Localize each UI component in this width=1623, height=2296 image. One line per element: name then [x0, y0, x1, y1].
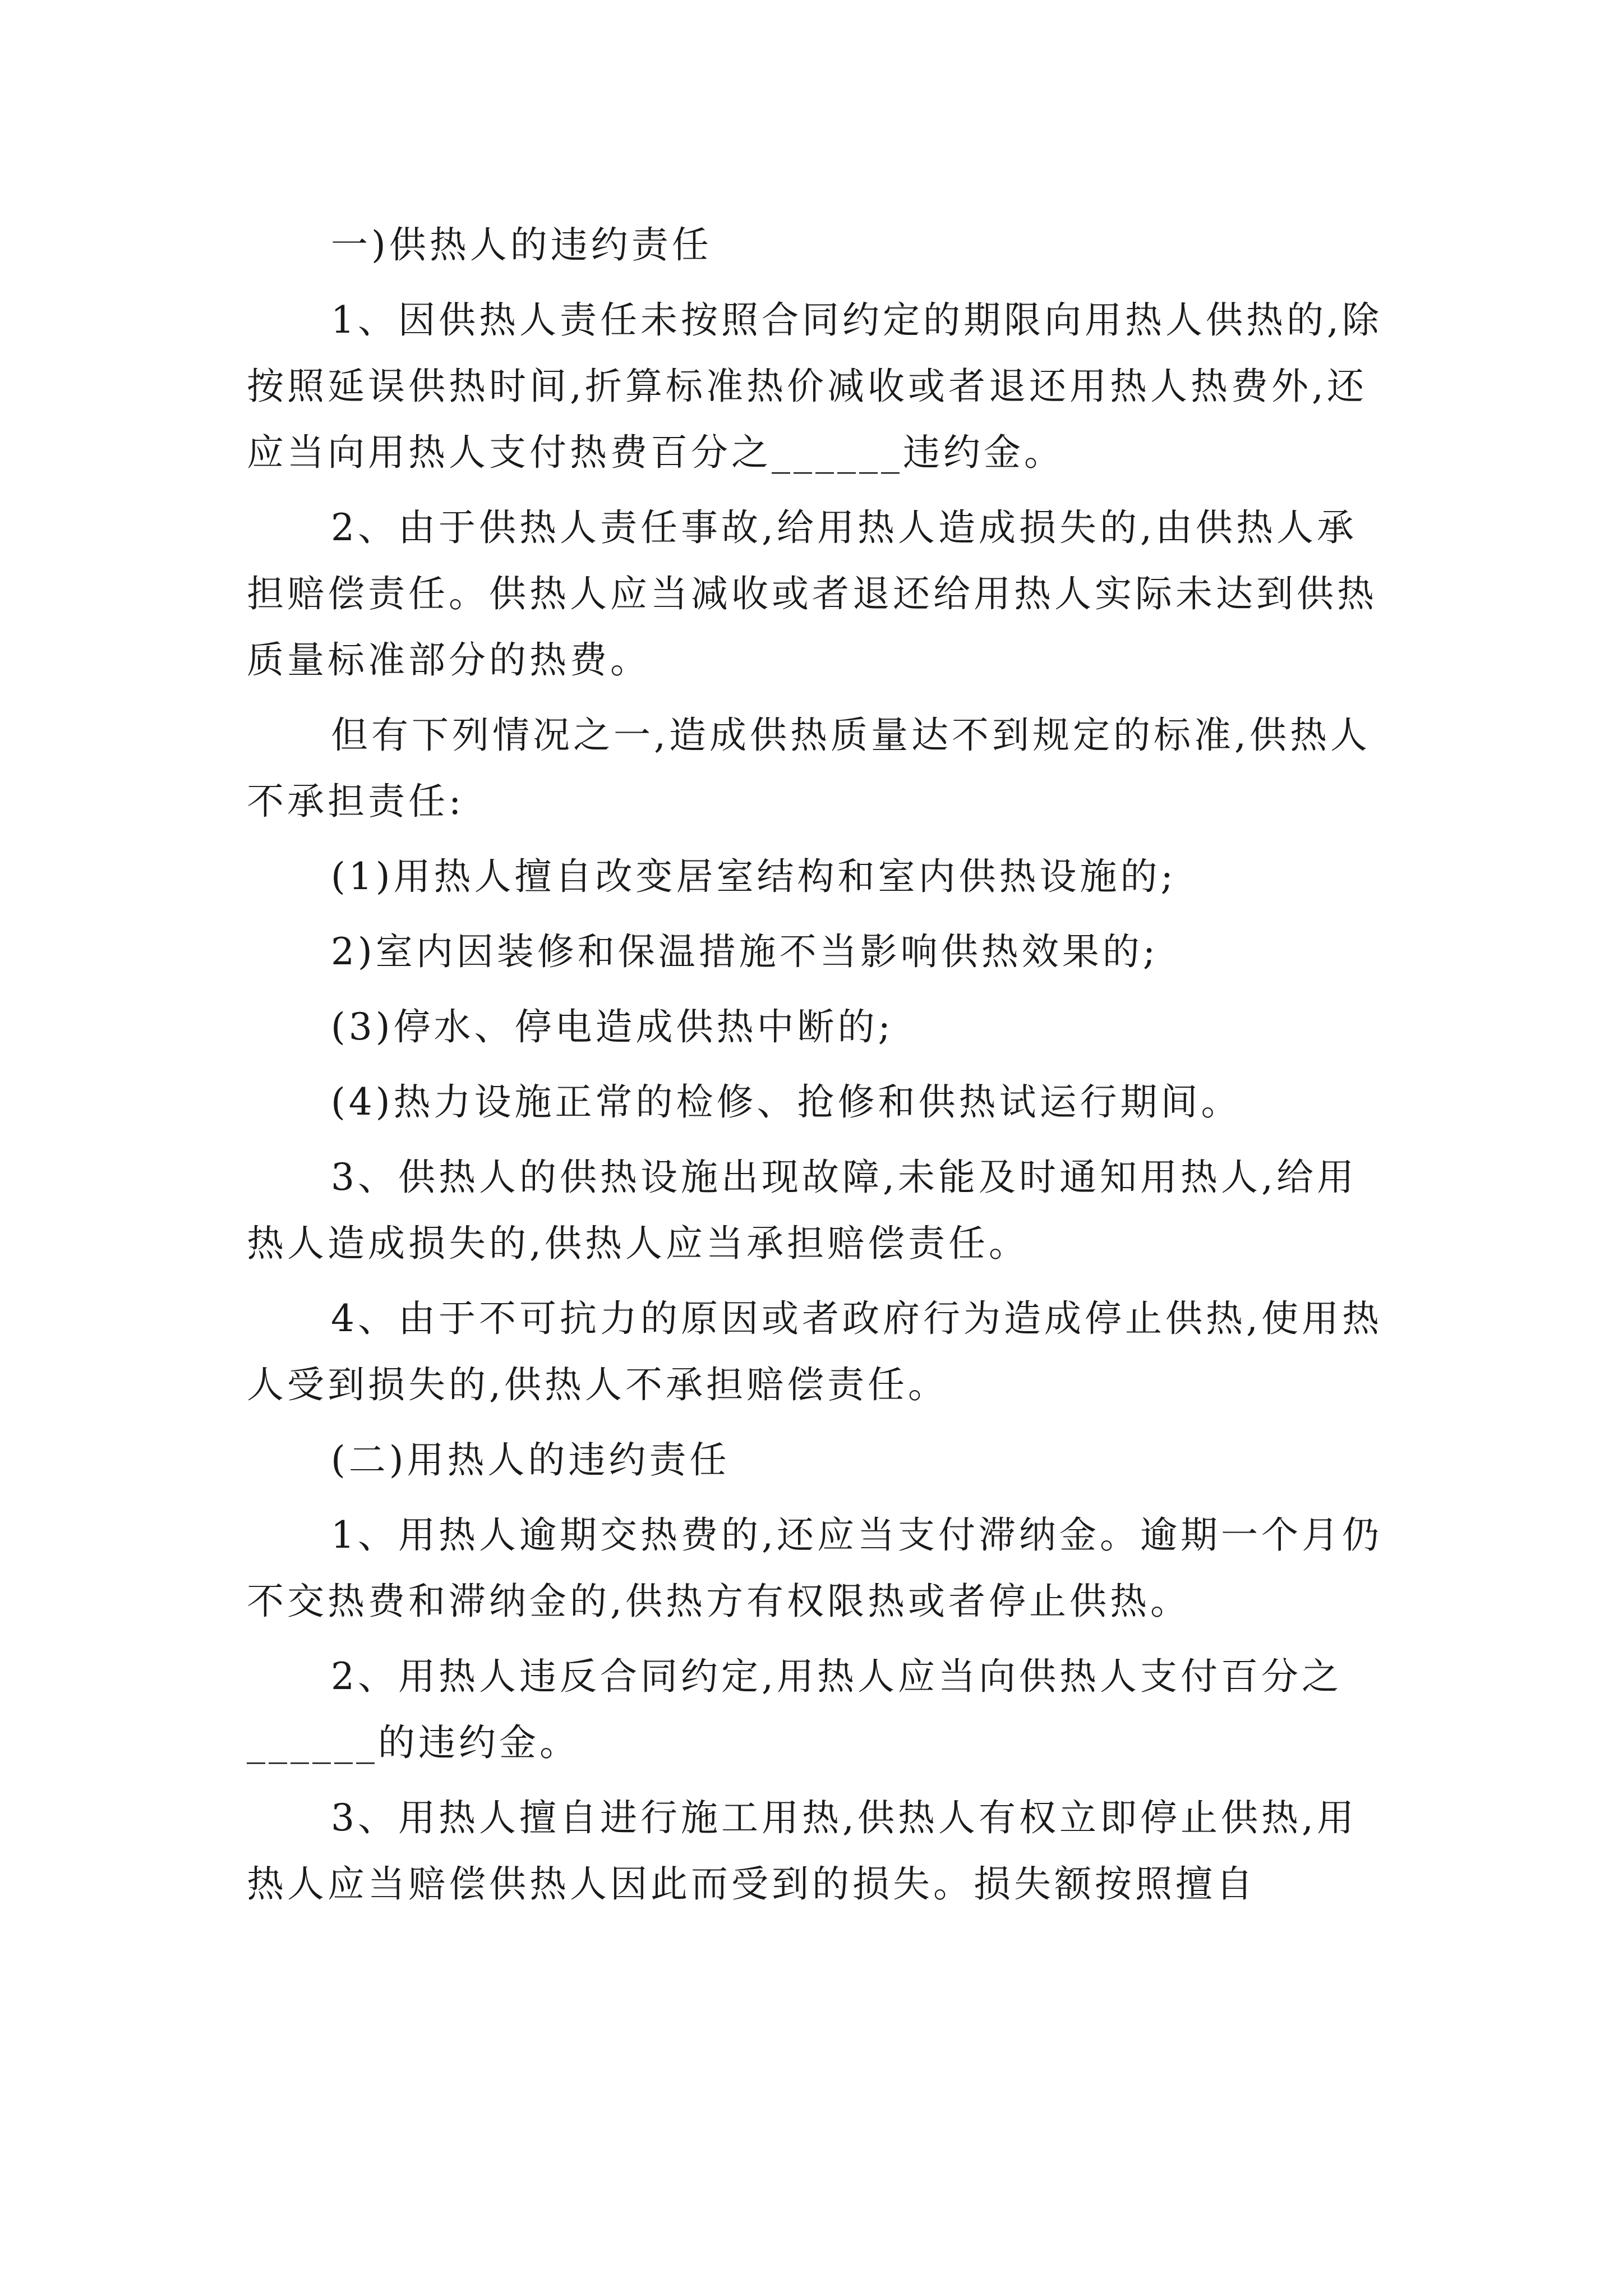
paragraph-supplier-4: 4、由于不可抗力的原因或者政府行为造成停止供热,使用热人受到损失的,供热人不承担赔偿责任。 — [247, 1297, 1382, 1406]
exception-item-2: 2)室内因装修和保温措施不当影响供热效果的; — [331, 930, 1159, 973]
paragraph-user-2: 2、用热人违反合同约定,用热人应当向供热人支付百分之______的违约金。 — [247, 1655, 1342, 1764]
paragraph-supplier-1: 1、因供热人责任未按照合同约定的期限向用热人供热的,除按照延误供热时间,折算标准热价减收或者退还用热人热费外,还应当向用热人支付热费百分之______违约金。 — [247, 298, 1382, 474]
paragraph-user-3: 3、用热人擅自进行施工用热,供热人有权立即停止供热,用热人应当赔偿供热人因此而受到的损失。损失额按照擅自 — [247, 1796, 1357, 1906]
paragraph-user-1: 1、用热人逾期交热费的,还应当支付滞纳金。逾期一个月仍不交热费和滞纳金的,供热方有权限热或者停止供热。 — [247, 1513, 1382, 1623]
paragraph-exceptions-intro: 但有下列情况之一,造成供热质量达不到规定的标准,供热人不承担责任: — [247, 714, 1371, 823]
section-heading-supplier: 一)供热人的违约责任 — [331, 223, 712, 266]
exception-item-4: (4)热力设施正常的检修、抢修和供热试运行期间。 — [331, 1080, 1242, 1124]
section-heading-user: (二)用热人的违约责任 — [331, 1438, 730, 1481]
exception-item-1: (1)用热人擅自改变居室结构和室内供热设施的; — [331, 855, 1177, 898]
paragraph-supplier-3: 3、供热人的供热设施出现故障,未能及时通知用热人,给用热人造成损失的,供热人应当承担赔偿责任。 — [247, 1156, 1357, 1265]
exception-item-3: (3)停水、停电造成供热中断的; — [331, 1005, 894, 1048]
paragraph-supplier-2: 2、由于供热人责任事故,给用热人造成损失的,由供热人承担赔偿责任。供热人应当减收或者退还给用热人实际未达到供热质量标准部分的热费。 — [247, 506, 1377, 682]
document-body — [247, 212, 1391, 1917]
